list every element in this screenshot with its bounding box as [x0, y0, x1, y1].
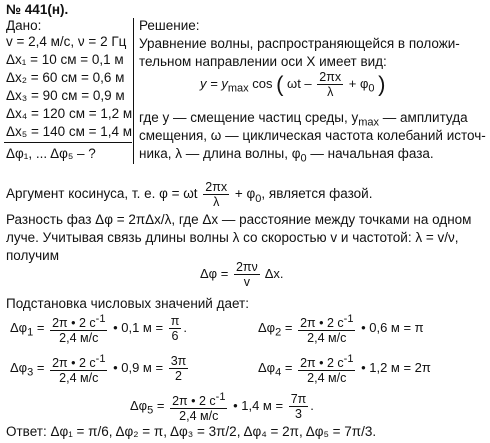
diff-line: получим: [6, 248, 60, 263]
subst-lhs: Δφ: [258, 320, 276, 336]
subst-res-den: 6: [171, 329, 179, 344]
given-vertical-divider: [133, 18, 134, 164]
subst-end: .: [310, 398, 314, 414]
definition-line: [139, 146, 434, 167]
subst-lhs: Δφ: [130, 398, 148, 414]
subst-mult: • 1,4 м =: [233, 398, 284, 414]
subst-den: 2,4 м/с: [59, 371, 99, 386]
given-divider: [4, 142, 132, 143]
def-sub: 0: [300, 152, 307, 165]
subst-res-den: 3: [295, 407, 302, 422]
wave-cos: cos: [252, 75, 273, 91]
subst-num: 2π • 2 с: [52, 356, 96, 371]
subst-lhs: Δφ: [10, 360, 28, 376]
subst-num: 2π • 2 с: [52, 316, 96, 331]
subst-num: 2π • 2 с: [300, 316, 344, 331]
subst-row-4: $\Delta\varphi_4$ = $\frac{2\pi • 2 с^{-1}}{2,4 м/с}$ • 1,2 м = 2π: [258, 353, 431, 386]
diff-line: Разность фаз Δφ = 2πΔx/λ, где Δx — расстояние между точками на одном: [6, 212, 472, 227]
phase-pre: Аргумент косинуса, т. е. φ = ωt: [6, 186, 198, 202]
subst-res-den: 2: [175, 369, 182, 384]
subst-num-sup: -1: [215, 391, 226, 403]
subst-num: 2π • 2 с: [300, 356, 344, 371]
phase-post: + φ: [234, 186, 256, 202]
subst-mult: • 0,6 м = π: [361, 320, 424, 336]
given-line: Δx₃ = 90 см = 0,9 м: [6, 88, 125, 103]
def-text: — начальная фаза.: [306, 146, 434, 161]
subst-end: .: [183, 320, 187, 336]
subst-res-num: 7π: [290, 392, 307, 407]
subst-row-2: $\Delta\varphi_2$ = $\frac{2\pi • 2 с^{-1}}{2,4 м/с}$ • 0,6 м = π: [258, 313, 424, 346]
subst-den: 2,4 м/с: [307, 331, 347, 346]
subst-sub: 4: [275, 366, 282, 379]
diff-den: v: [243, 275, 250, 289]
subst-row-3: $\Delta\varphi_3$ = $\frac{2\pi • 2 с^{-1}}{2,4 м/с}$ • 0,9 м = $\frac{3\pi}{2}$: [10, 353, 187, 386]
wave-lhs: y = y: [200, 75, 228, 91]
given-line: Δx₅ = 140 см = 1,4 м: [6, 124, 133, 139]
given-line: Δx₂ = 60 см = 0,6 м: [6, 70, 125, 85]
subst-num: 2π • 2 с: [172, 394, 216, 409]
wave-phi-sub: 0: [368, 82, 375, 95]
wave-frac-den: λ: [327, 85, 334, 99]
subst-den: 2,4 м/с: [59, 331, 99, 346]
def-text: — амплитуда: [379, 110, 468, 125]
subst-den: 2,4 м/с: [179, 409, 219, 424]
subst-num-sup: -1: [95, 353, 106, 365]
wave-phi: + φ: [348, 75, 369, 91]
subst-sub: 3: [27, 366, 34, 379]
solution-intro: Уравнение волны, распространяющейся в положи-: [139, 36, 460, 51]
wave-frac-num: 2πx: [319, 70, 342, 84]
subst-den: 2,4 м/с: [307, 371, 347, 386]
def-text: ника, λ — длина волны, φ: [139, 146, 301, 161]
wave-equation: $y = y_{max}$ cos ( ωt – $\frac{2\pi x}{\lambda}$ + $\varphi_0$ ): [200, 70, 386, 99]
subst-sub: 1: [27, 326, 34, 339]
find-line: Δφ₁, ... Δφ₅ – ?: [6, 146, 96, 161]
subst-num-sup: -1: [343, 353, 354, 365]
subst-row-1: $\Delta\varphi_1$ = $\frac{2\pi • 2 с^{-1}}{2,4 м/с}$ • 0,1 м = $\frac{\pi}{6}$ .: [10, 313, 187, 346]
phase-line: [6, 180, 372, 209]
diff-line: луче. Учитывая связь длины волны λ со скоростью v и частотой: λ = v/ν,: [6, 230, 459, 245]
def-text: где y — смещение частиц среды, y: [139, 110, 359, 125]
subst-mult: • 0,1 м =: [113, 320, 164, 336]
wave-lhs-sub: max: [227, 82, 249, 95]
solution-intro: тельном направлении оси X имеет вид:: [139, 54, 387, 69]
diff-lhs: Δφ =: [200, 265, 229, 281]
subst-sub: 2: [275, 326, 282, 339]
def-sub: max: [358, 116, 380, 129]
subst-row-5: $\Delta\varphi_5$ = $\frac{2\pi • 2 с^{-1}}{2,4 м/с}$ • 1,4 м = $\frac{7\pi}{3}$ .: [130, 391, 314, 424]
subst-lhs: Δφ: [258, 360, 276, 376]
subst-lhs: Δφ: [10, 320, 28, 336]
subst-num-sup: -1: [95, 313, 106, 325]
wave-omega-t: ωt –: [287, 75, 312, 91]
phase-frac-num: 2πx: [205, 180, 228, 194]
diff-formula: [200, 260, 283, 289]
phase-post-end: , является фазой.: [261, 186, 373, 202]
given-line: v = 2,4 м/с, ν = 2 Гц: [6, 34, 127, 49]
answer-line: Ответ: Δφ₁ = π/6, Δφ₂ = π, Δφ₃ = 3π/2, Δφ₄ = 2π, Δφ₅ = 7π/3.: [6, 424, 377, 439]
subst-sub: 5: [147, 404, 154, 417]
diff-num: 2πν: [235, 260, 258, 274]
phase-post-sub: 0: [255, 192, 262, 205]
subst-mult: • 1,2 м = 2π: [361, 360, 431, 376]
subst-mult: • 0,9 м =: [113, 360, 164, 376]
subst-label: Подстановка числовых значений дает:: [6, 296, 249, 311]
solution-label: Решение:: [139, 18, 200, 33]
problem-number: № 441(н).: [6, 2, 69, 17]
given-line: Δx₄ = 120 см = 1,2 м: [6, 106, 133, 121]
subst-res-num: π: [170, 314, 180, 329]
diff-rhs: Δx.: [264, 265, 284, 281]
given-label: Дано:: [6, 18, 42, 33]
given-line: Δx₁ = 10 см = 0,1 м: [6, 52, 124, 67]
subst-res-num: 3π: [170, 354, 187, 369]
subst-num-sup: -1: [343, 313, 354, 325]
phase-frac-den: λ: [213, 195, 220, 209]
definition-line: смещения, ω — циклическая частота колебаний источ-: [139, 128, 486, 143]
